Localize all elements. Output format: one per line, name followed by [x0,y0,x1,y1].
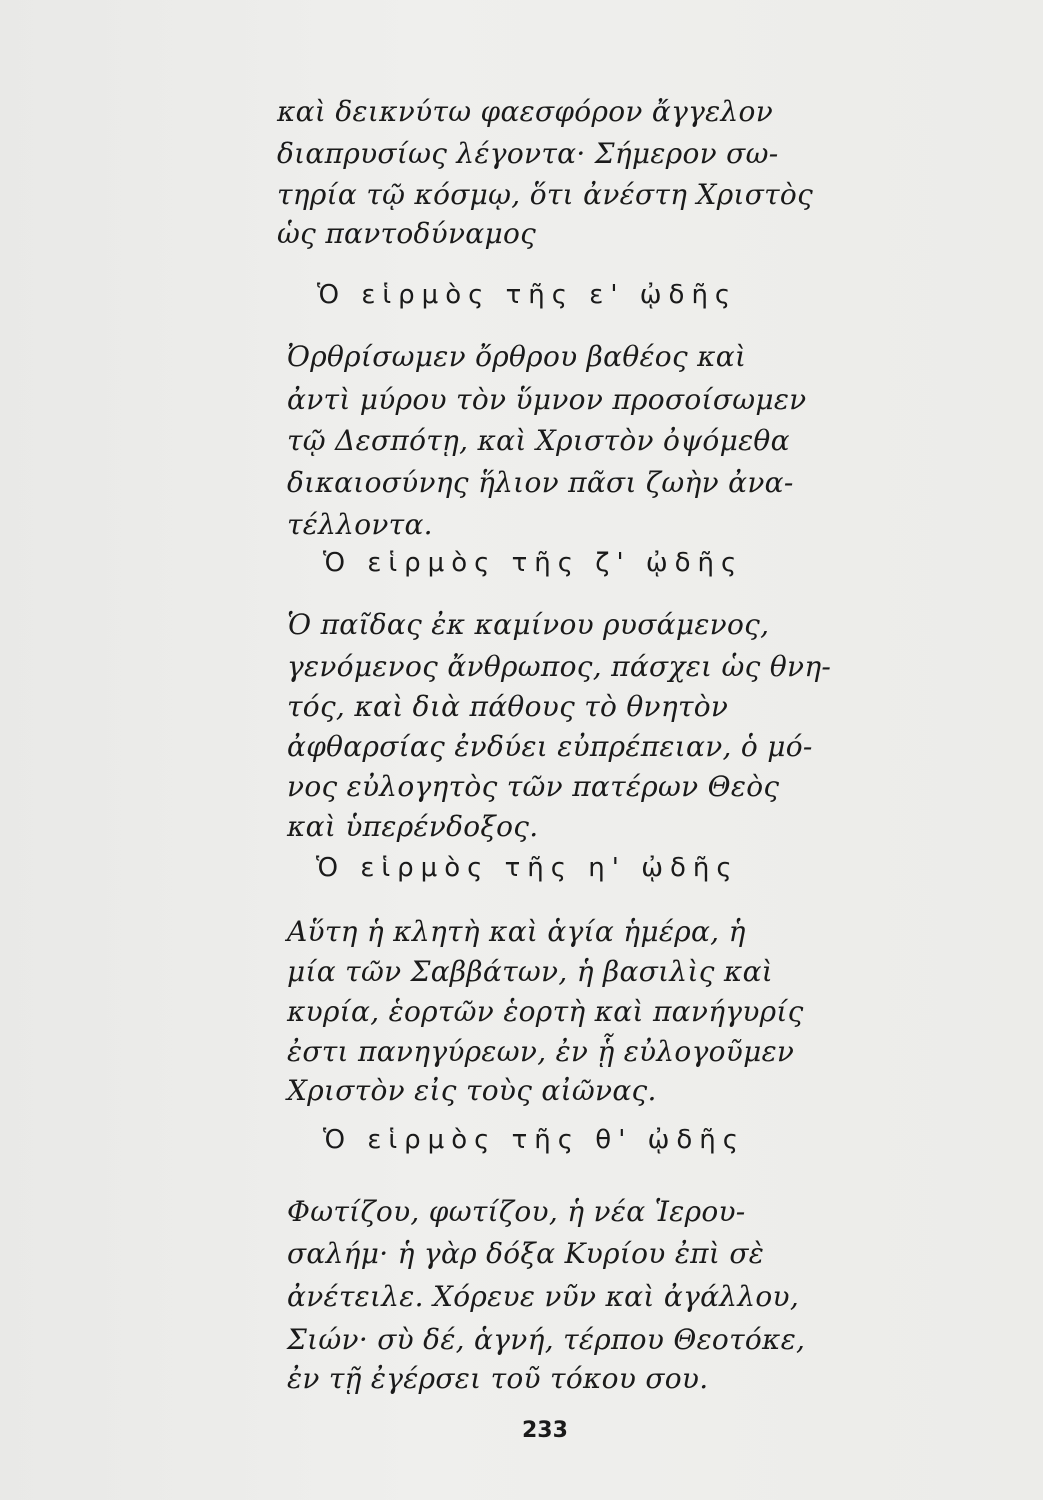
text-line: γενόμενος ἄνθρωπος, πάσχει ὡς θνη- [287,650,832,683]
text-line: ἐστι πανηγύρεων, ἐν ᾗ εὐλογοῦμεν [287,1035,795,1068]
text-line: τῷ Δεσπότῃ, καὶ Χριστὸν ὀψόμεθα [287,424,790,457]
text-line: κυρία, ἑορτῶν ἑορτὴ καὶ πανήγυρίς [287,995,804,1028]
text-line: μία τῶν Σαββάτων, ἡ βασιλὶς καὶ [287,955,774,988]
text-line: ὡς παντοδύναμος [277,217,537,250]
text-line: Σιών· σὺ δέ, ἁγνή, τέρπου Θεοτόκε, [287,1323,806,1356]
text-line: τός, καὶ διὰ πάθους τὸ θνητὸν [287,690,729,723]
text-line: Χριστὸν εἰς τοὺς αἰῶνας. [287,1074,657,1107]
text-line: Ὁ παῖδας ἐκ καμίνου ρυσάμενος, [287,608,770,641]
text-line: δικαιοσύνης ἥλιον πᾶσι ζωὴν ἀνα- [287,466,794,499]
section-heading: Ὁ εἱρμὸς τῆς ζ' ᾠδῆς [323,548,744,578]
text-line: νος εὐλογητὸς τῶν πατέρων Θεὸς [287,770,780,803]
text-line: σαλήμ· ἡ γὰρ δόξα Κυρίου ἐπὶ σὲ [287,1237,765,1270]
text-line: τέλλοντα. [287,508,433,541]
text-line: ἐν τῇ ἐγέρσει τοῦ τόκου σου. [287,1362,709,1395]
text-line: ἀφθαρσίας ἐνδύει εὐπρέπειαν, ὁ μό- [287,730,813,763]
section-heading: Ὁ εἱρμὸς τῆς η' ᾠδῆς [316,853,739,883]
text-line: διαπρυσίως λέγοντα· Σήμερον σω- [277,137,779,170]
text-line: Ὀρθρίσωμεν ὄρθρου βαθέος καὶ [287,340,747,373]
text-line: Φωτίζου, φωτίζου, ἡ νέα Ἱερου- [287,1195,746,1228]
text-line: ἀνέτειλε. Χόρευε νῦν καὶ ἀγάλλου, [287,1280,800,1313]
section-heading: Ὁ εἱρμὸς τῆς θ' ᾠδῆς [323,1125,746,1155]
text-line: ἀντὶ μύρου τὸν ὕμνον προσοίσωμεν [287,383,807,416]
text-line: καὶ δεικνύτω φαεσφόρον ἄγγελον [277,95,774,128]
text-line: καὶ ὑπερένδοξος. [287,810,539,843]
text-line: Αὕτη ἡ κλητὴ καὶ ἁγία ἡμέρα, ἡ [287,915,746,948]
page-number: 233 [522,1418,568,1443]
section-heading: Ὁ εἱρμὸς τῆς ε' ᾠδῆς [317,280,738,310]
text-line: τηρία τῷ κόσμῳ, ὅτι ἀνέστη Χριστὸς [277,178,814,211]
